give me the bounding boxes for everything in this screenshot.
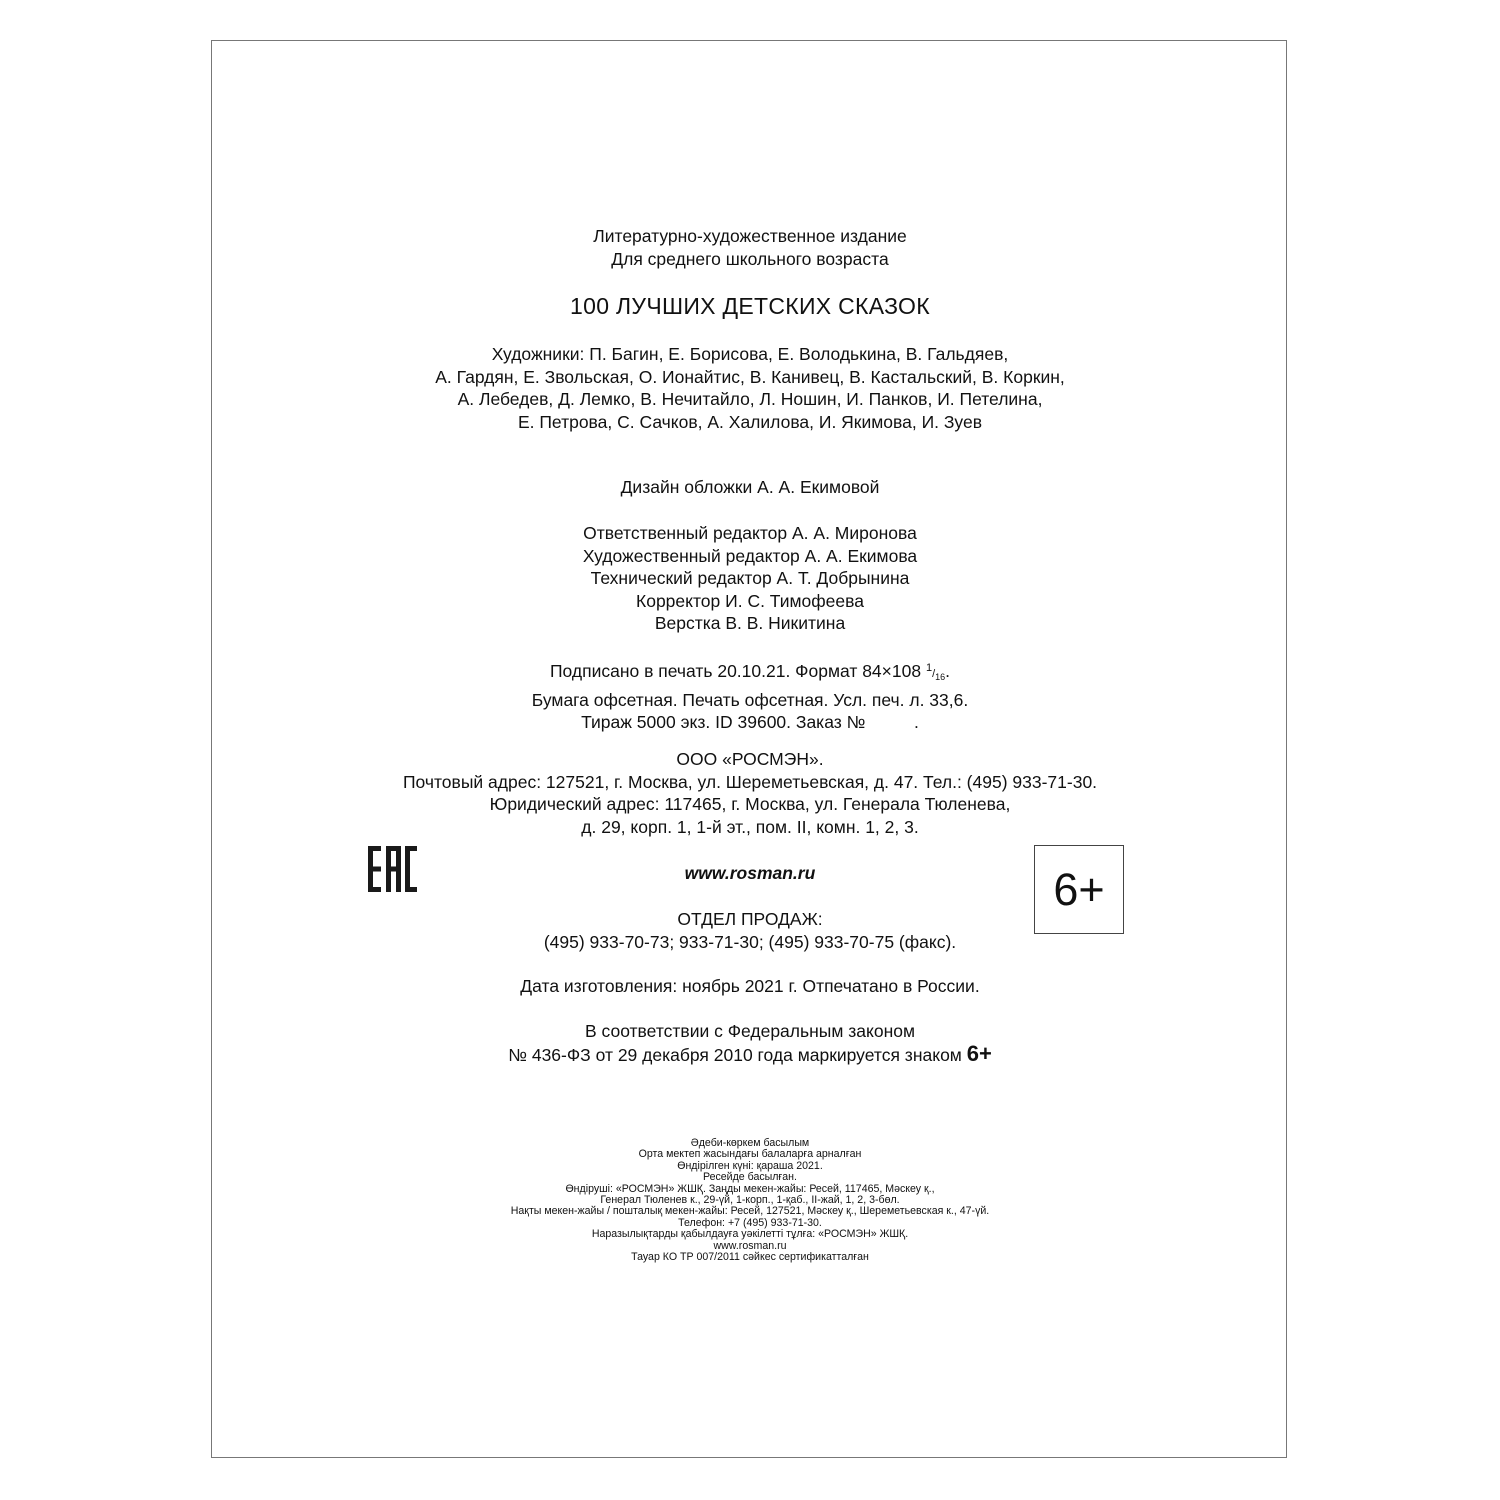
signed-line bbox=[0, 657, 1500, 689]
format-denominator: 16 bbox=[935, 672, 946, 682]
law-line-1: В соответствии с Федеральным законом bbox=[584, 1021, 916, 1041]
illustrators-line: Художники: П. Багин, Е. Борисова, Е. Володькина, В. Гальдяев, bbox=[491, 344, 1009, 364]
publisher-line: Почтовый адрес: 127521, г. Москва, ул. Шереметьевская, д. 47. Тел.: (495) 933-71-30. bbox=[402, 771, 1098, 792]
kazakh-line: Тауар КО ТР 007/2011 сәйкес сертификатталған bbox=[631, 1251, 869, 1264]
kazakh-line: Өндіруші: «РОСМЭН» ЖШҚ. Заңды мекен-жайы: Ресей, 117465, Мәскеу қ., bbox=[565, 1182, 935, 1195]
editor-line: Корректор И. С. Тимофеева bbox=[636, 590, 864, 611]
editor-line: Художественный редактор А. А. Екимова bbox=[582, 545, 918, 566]
signed-suffix: . bbox=[945, 661, 951, 681]
book-title: 100 ЛУЧШИХ ДЕТСКИХ СКАЗОК bbox=[570, 293, 930, 319]
editor-line: Верстка В. В. Никитина bbox=[654, 613, 846, 634]
sales-department bbox=[0, 908, 1500, 953]
law-age-mark: 6+ bbox=[966, 1040, 992, 1066]
illustrators-line: А. Лебедев, Д. Лемко, В. Нечитайло, Л. Ношин, И. Панков, И. Петелина, bbox=[457, 389, 1043, 410]
paper-line: Бумага офсетная. Печать офсетная. Усл. печ. л. 33,6. bbox=[531, 689, 969, 710]
publisher-line: д. 29, корп. 1, 1-й эт., пом. II, комн. 1, 2, 3. bbox=[581, 816, 919, 837]
edition-header bbox=[0, 225, 1500, 270]
kazakh-line: Орта мектеп жасындағы балаларға арналған bbox=[638, 1148, 862, 1161]
run-line: Тираж 5000 экз. ID 39600. Заказ № . bbox=[581, 712, 919, 733]
kazakh-info bbox=[0, 1138, 1500, 1263]
edition-type: Литературно-художественное издание bbox=[593, 226, 907, 246]
kazakh-line: Әдеби-көркем басылым bbox=[690, 1137, 810, 1149]
format-fraction bbox=[925, 662, 946, 682]
age-rating-badge: 6+ bbox=[1034, 845, 1124, 934]
print-info bbox=[0, 657, 1500, 734]
law-notice bbox=[0, 1020, 1500, 1066]
publisher bbox=[0, 748, 1500, 838]
audience: Для среднего школьного возраста bbox=[611, 248, 889, 269]
format-numerator: 1 bbox=[925, 662, 933, 674]
publisher-line: ООО «РОСМЭН». bbox=[676, 749, 824, 769]
illustrators bbox=[0, 343, 1500, 433]
publisher-line: Юридический адрес: 117465, г. Москва, ул. Генерала Тюленева, bbox=[489, 794, 1011, 815]
signed-prefix: Подписано в печать 20.10.21. Формат 84×108 bbox=[549, 661, 926, 681]
kazakh-line: Генерал Тюленев к., 29-үй, 1-корп., 1-қаб., ІІ-жай, 1, 2, 3-бөл. bbox=[600, 1194, 900, 1207]
editor-line: Ответственный редактор А. А. Миронова bbox=[583, 523, 917, 543]
editors bbox=[0, 522, 1500, 635]
sales-heading: ОТДЕЛ ПРОДАЖ: bbox=[677, 909, 823, 929]
kazakh-line: Нақты мекен-жайы / пошталық мекен-жайы: Ресей, 127521, Мәскеу қ., Шереметьевская к., 47-үй. bbox=[510, 1205, 990, 1218]
illustrators-line: Е. Петрова, С. Сачков, А. Халилова, И. Якимова, И. Зуев bbox=[517, 411, 983, 432]
kazakh-line: www.rosman.ru bbox=[713, 1239, 787, 1252]
sales-phones: (495) 933-70-73; 933-71-30; (495) 933-70-75 (факс). bbox=[543, 931, 957, 952]
manufacture-date: Дата изготовления: ноябрь 2021 г. Отпечатано в России. bbox=[520, 976, 980, 996]
editor-line: Технический редактор А. Т. Добрынина bbox=[590, 568, 910, 589]
website: www.rosman.ru bbox=[684, 863, 816, 883]
law-line-2-text: № 436-ФЗ от 29 декабря 2010 года маркируется знаком bbox=[508, 1044, 967, 1065]
illustrators-line: А. Гардян, Е. Звольская, О. Ионайтис, В. Канивец, В. Кастальский, В. Коркин, bbox=[435, 366, 1065, 387]
law-line-2 bbox=[0, 1040, 1500, 1067]
cover-design: Дизайн обложки А. А. Екимовой bbox=[620, 477, 880, 497]
kazakh-line: Телефон: +7 (495) 933-71-30. bbox=[678, 1216, 822, 1229]
kazakh-line: Өндірілген күні: қараша 2021. bbox=[677, 1159, 823, 1172]
kazakh-line: Наразылықтарды қабылдауға уәкілетті тұлға: «РОСМЭН» ЖШҚ. bbox=[591, 1228, 909, 1241]
kazakh-line: Ресейде басылған. bbox=[703, 1171, 797, 1184]
format-slash: / bbox=[932, 668, 936, 680]
